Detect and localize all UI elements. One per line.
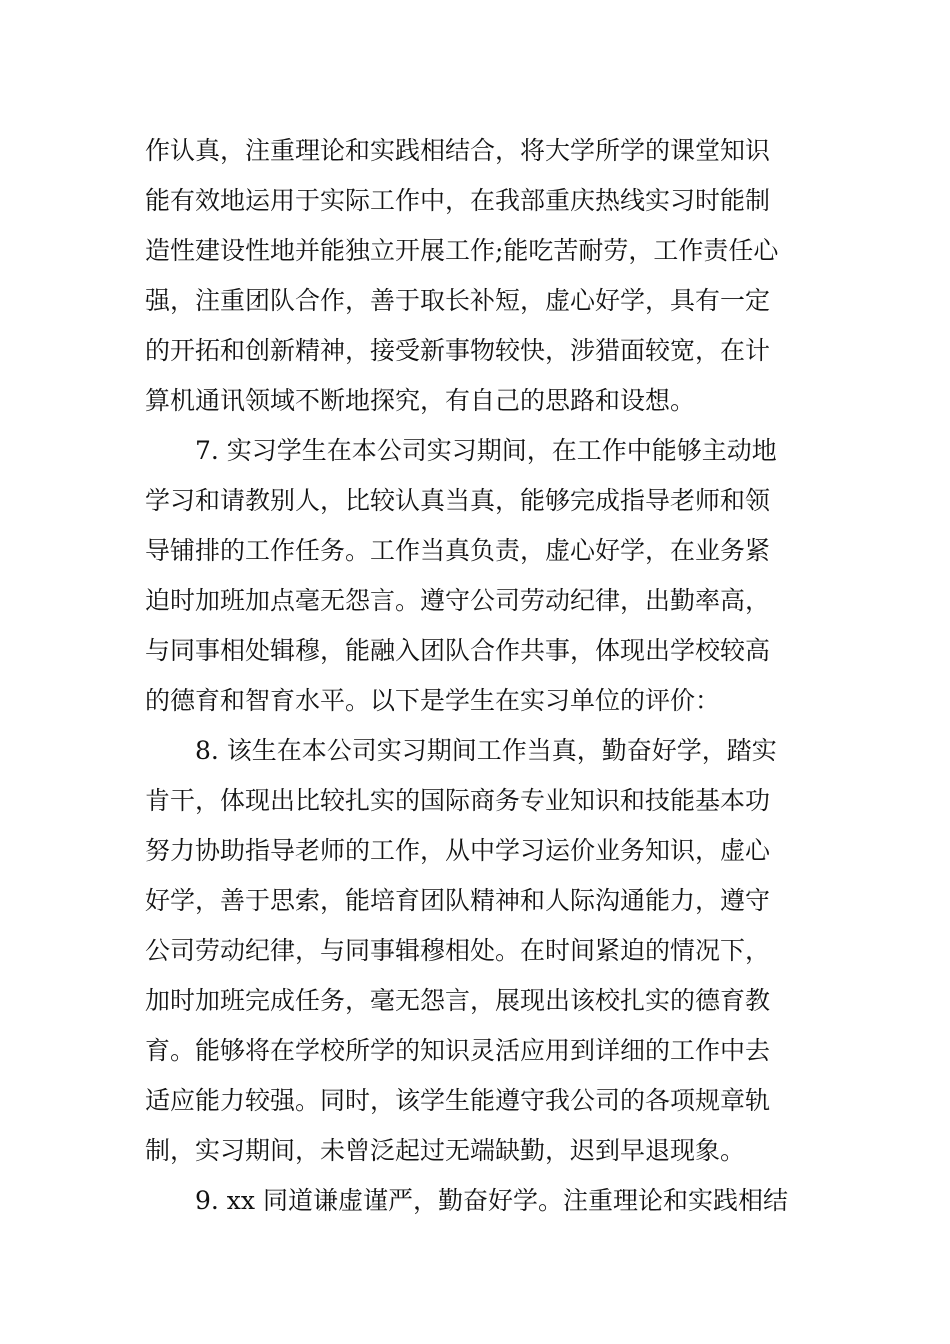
text-line: 导铺排的工作任务。工作当真负责，虚心好学，在业务紧 [145,536,771,565]
text-line: 8. 该生在本公司实习期间工作当真，勤奋好学，踏实 [195,736,777,765]
text-line: 与同事相处辑穆，能融入团队合作共事，体现出学校较高 [145,636,771,665]
text-line: 适应能力较强。同时，该学生能遵守我公司的各项规章轨 [145,1086,771,1115]
paragraph-item-8 [145,726,810,1176]
text-line: 算机通讯领域不断地探究，有自己的思路和设想。 [145,386,696,415]
paragraph-item-7 [145,426,810,726]
text-line: 强，注重团队合作，善于取长补短，虚心好学，具有一定 [145,286,771,315]
text-line: 迫时加班加点毫无怨言。遵守公司劳动纪律，出勤率高， [145,586,771,615]
text-line: 育。能够将在学校所学的知识灵活应用到详细的工作中去 [145,1036,771,1065]
text-line: 公司劳动纪律，与同事辑穆相处。在时间紧迫的情况下， [145,936,771,965]
text-line: 造性建设性地并能独立开展工作;能吃苦耐劳，工作责任心 [145,236,779,265]
text-line: 的德育和智育水平。以下是学生在实习单位的评价： [145,686,721,715]
text-line: 肯干，体现出比较扎实的国际商务专业知识和技能基本功 [145,786,771,815]
text-line: 的开拓和创新精神，接受新事物较快，涉猎面较宽，在计 [145,336,771,365]
text-line: 制，实习期间，未曾泛起过无端缺勤，迟到早退现象。 [145,1136,746,1165]
paragraph-item-9 [145,1176,810,1226]
paragraph [145,126,810,426]
text-line: 7. 实习学生在本公司实习期间，在工作中能够主动地 [195,436,777,465]
text-line: 9. xx 同道谦虚谨严，勤奋好学。注重理论和实践相结 [195,1186,788,1215]
text-line: 学习和请教别人，比较认真当真，能够完成指导老师和领 [145,486,771,515]
text-line: 努力协助指导老师的工作，从中学习运价业务知识，虚心 [145,836,771,865]
text-line: 能有效地运用于实际工作中，在我部重庆热线实习时能制 [145,186,771,215]
text-line: 加时加班完成任务，毫无怨言，展现出该校扎实的德育教 [145,986,771,1015]
document-body [145,126,810,1226]
text-line: 好学，善于思索，能培育团队精神和人际沟通能力，遵守 [145,886,771,915]
text-line: 作认真，注重理论和实践相结合，将大学所学的课堂知识 [145,136,771,165]
